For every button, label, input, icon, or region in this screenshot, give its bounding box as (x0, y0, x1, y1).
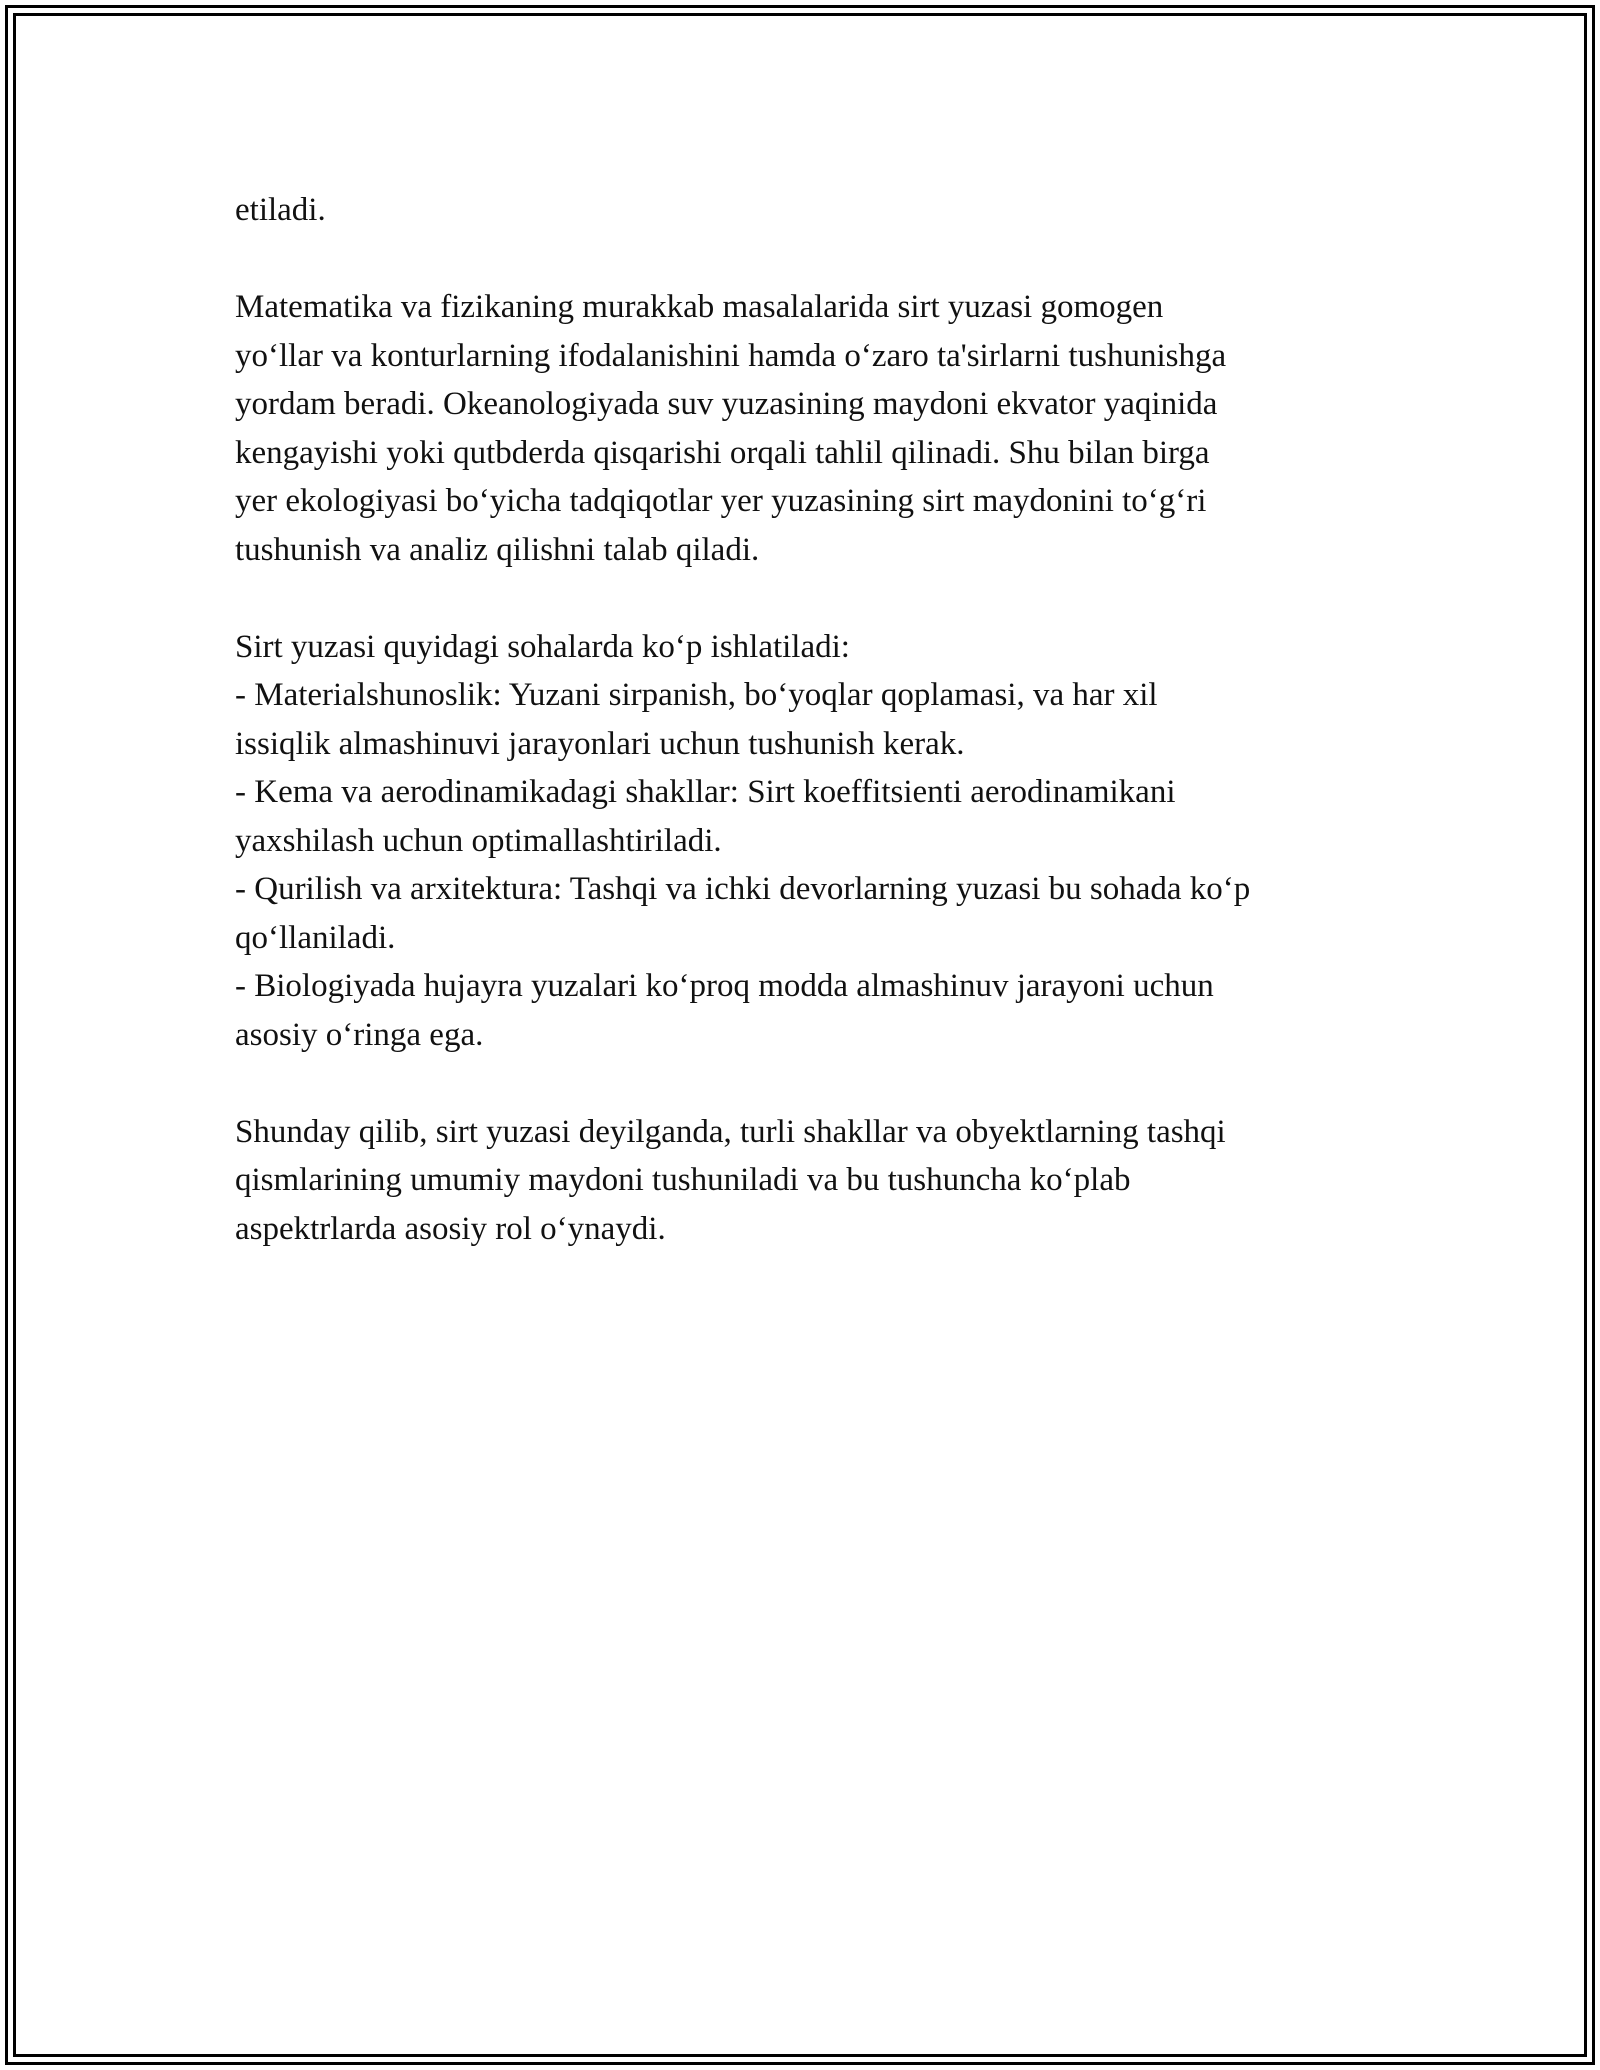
conclusion-paragraph: Shunday qilib, sirt yuzasi deyilganda, turli shakllar va obyektlarning tashqi qismlarining umumiy maydoni tushuniladi va bu tushuncha ko‘plab aspektrlarda asosiy rol o‘ynaydi. (235, 1113, 1226, 1247)
document-body (235, 186, 1385, 1302)
list-item-biology: - Biologiyada hujayra yuzalari ko‘proq modda almashinuv jarayoni uchun asosiy o‘ringa ega. (235, 968, 1214, 1053)
continuation-text: etiladi. (235, 192, 326, 228)
list-item-architecture: - Qurilish va arxitektura: Tashqi va ichki devorlarning yuzasi bu sohada ko‘p qo‘llaniladi. (235, 871, 1251, 956)
applications-list (235, 671, 1385, 1059)
list-item-aerodynamics: - Kema va aerodinamikadagi shakllar: Sirt koeffitsienti aerodinamikani yaxshilash uchun optimallashtiriladi. (235, 774, 1176, 859)
paragraph-applications: Matematika va fizikaning murakkab masalalarida sirt yuzasi gomogen yo‘llar va konturlarning ifodalanishini hamda o‘zaro ta'sirlarni tushunishga yordam beradi. Okeanologiyada suv yuzasining maydoni ekvator yaqinida kengayishi yoki qutbderda qisqarishi orqali tahlil qilinadi. Shu bilan birga yer ekologiyasi bo‘yicha tadqiqotlar yer yuzasining sirt maydonini to‘g‘ri tushunish va analiz qilishni talab qiladi. (235, 289, 1227, 568)
list-item-materials: - Materialshunoslik: Yuzani sirpanish, bo‘yoqlar qoplamasi, va har xil issiqlik almashinuvi jarayonlari uchun tushunish kerak. (235, 677, 1158, 762)
list-intro: Sirt yuzasi quyidagi sohalarda ko‘p ishlatiladi: (235, 628, 850, 665)
